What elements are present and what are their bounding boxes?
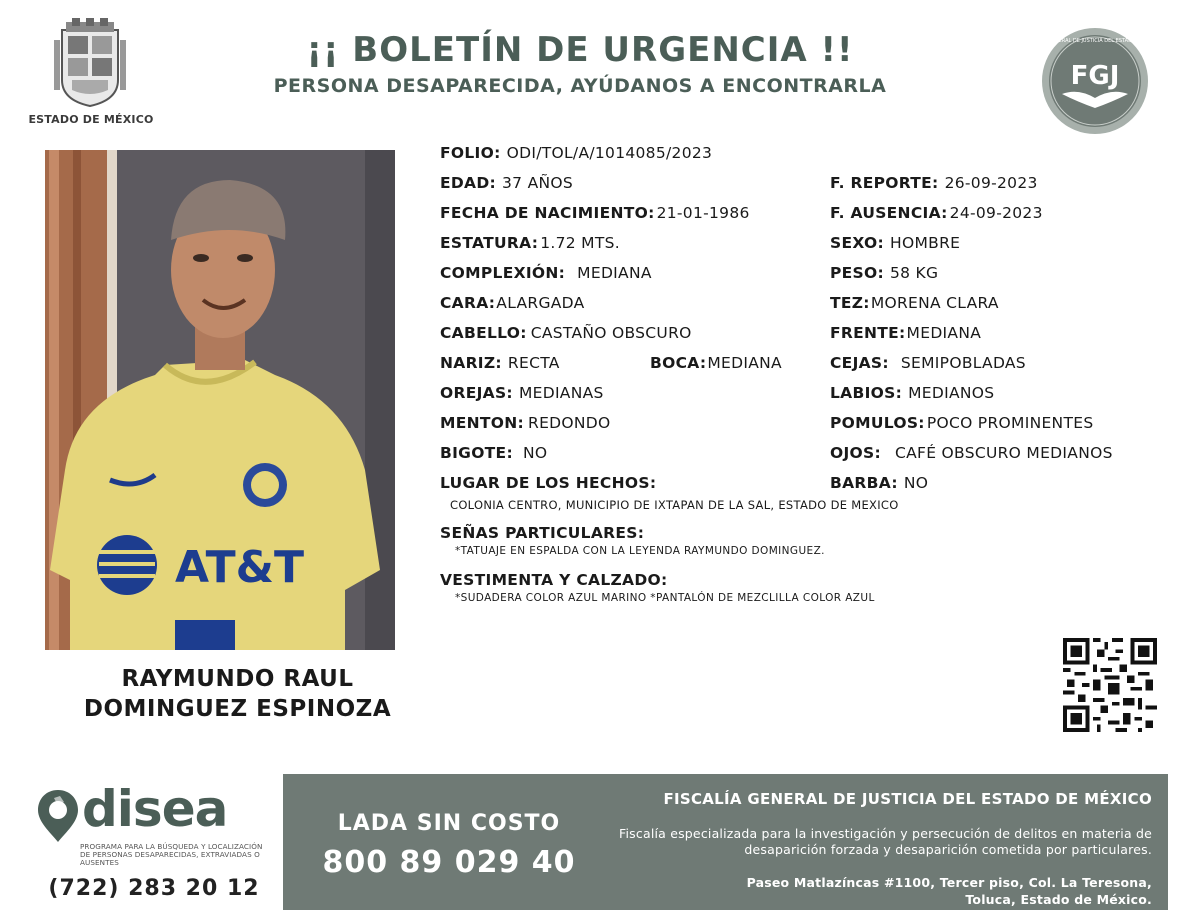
field-ojos: OJOS: CAFÉ OBSCURO MEDIANOS	[830, 444, 1113, 462]
field-frente: FRENTE:MEDIANA	[830, 324, 982, 342]
field-pomulos: POMULOS: POCO PROMINENTES	[830, 414, 1094, 432]
fgj-seal-icon	[1024, 26, 1166, 136]
fiscalia-description: Fiscalía especializada para la investigación y persecución de delitos en materia de desaparición forzada y desaparición cometida por particulares.	[619, 826, 1152, 857]
person-name	[40, 664, 435, 724]
field-vestimenta-value: *SUDADERA COLOR AZUL MARINO *PANTALÓN DE MEZCLILLA COLOR AZUL	[455, 592, 875, 604]
person-name-line1: RAYMUNDO RAUL	[121, 666, 354, 692]
field-tez: TEZ:MORENA CLARA	[830, 294, 999, 312]
lada-number[interactable]: 800 89 029 40	[322, 845, 576, 880]
fgj-ring-text: FISCALÍA GENERAL DE JUSTICIA DEL ESTADO DE MÉXICO	[1024, 38, 1166, 44]
fgj-logo-text: FGJ	[1070, 61, 1120, 91]
field-complexion: COMPLEXIÓN: MEDIANA	[440, 264, 652, 282]
address-line1: Paseo Matlazíncas #1100, Tercer piso, Col. La Teresona,	[746, 875, 1152, 890]
field-senas-value: *TATUAJE EN ESPALDA CON LA LEYENDA RAYMUNDO DOMINGUEZ.	[455, 545, 825, 557]
fiscalia-title: FISCALÍA GENERAL DE JUSTICIA DEL ESTADO DE MÉXICO	[663, 790, 1152, 808]
field-sexo: SEXO: HOMBRE	[830, 234, 961, 252]
address-line2: Toluca, Estado de México.	[965, 892, 1152, 907]
field-vestimenta-label: VESTIMENTA Y CALZADO:	[440, 571, 668, 589]
lada-label: LADA SIN COSTO	[337, 811, 561, 836]
field-cara: CARA:ALARGADA	[440, 294, 585, 312]
field-bigote: BIGOTE: NO	[440, 444, 548, 462]
field-menton: MENTON: REDONDO	[440, 414, 611, 432]
odisea-tagline: PROGRAMA PARA LA BÚSQUEDA Y LOCALIZACIÓN DE PERSONAS DESAPARECIDAS, EXTRAVIADAS O AUSENTES	[80, 842, 263, 867]
field-edad: EDAD: 37 AÑOS	[440, 174, 574, 192]
field-reporte: F. REPORTE: 26-09-2023	[830, 174, 1038, 192]
qr-code-icon[interactable]	[1063, 638, 1157, 732]
field-labios: LABIOS: MEDIANOS	[830, 384, 995, 402]
state-label: ESTADO DE MÉXICO	[28, 113, 154, 126]
field-peso: PESO: 58 KG	[830, 264, 939, 282]
field-nacimiento: FECHA DE NACIMIENTO: 21-01-1986	[440, 204, 750, 222]
field-orejas: OREJAS: MEDIANAS	[440, 384, 604, 402]
field-ausencia: F. AUSENCIA: 24-09-2023	[830, 204, 1043, 222]
field-cabello: CABELLO: CASTAÑO OBSCURO	[440, 324, 692, 342]
field-boca: BOCA:MEDIANA	[650, 354, 782, 372]
odisea-phone[interactable]: (722) 283 20 12	[48, 876, 260, 901]
field-nariz: NARIZ: RECTA	[440, 354, 560, 372]
field-cejas: CEJAS: SEMIPOBLADAS	[830, 354, 1026, 372]
person-name-line2: DOMINGUEZ ESPINOZA	[83, 696, 392, 722]
field-barba: BARBA: NO	[830, 474, 929, 492]
field-senas-label: SEÑAS PARTICULARES:	[440, 524, 645, 542]
field-lugar-value: COLONIA CENTRO, MUNICIPIO DE IXTAPAN DE LA SAL, ESTADO DE MEXICO	[450, 498, 899, 512]
bulletin-subtitle: PERSONA DESAPARECIDA, AYÚDANOS A ENCONTRARLA	[273, 75, 887, 97]
field-folio: FOLIO: ODI/TOL/A/1014085/2023	[440, 144, 713, 162]
odisea-brand: disea	[82, 780, 228, 838]
odisea-map-pin-icon	[36, 788, 80, 844]
field-lugar-label: LUGAR DE LOS HECHOS:	[440, 474, 657, 492]
svg-text:AT&T: AT&T	[175, 542, 305, 593]
field-estatura: ESTATURA: 1.72 MTS.	[440, 234, 620, 252]
bulletin-title: ¡¡ BOLETÍN DE URGENCIA !!	[306, 30, 854, 70]
person-photo	[45, 150, 395, 650]
fiscalia-address	[606, 874, 1152, 908]
estado-de-mexico-coat-of-arms-icon	[50, 20, 130, 108]
